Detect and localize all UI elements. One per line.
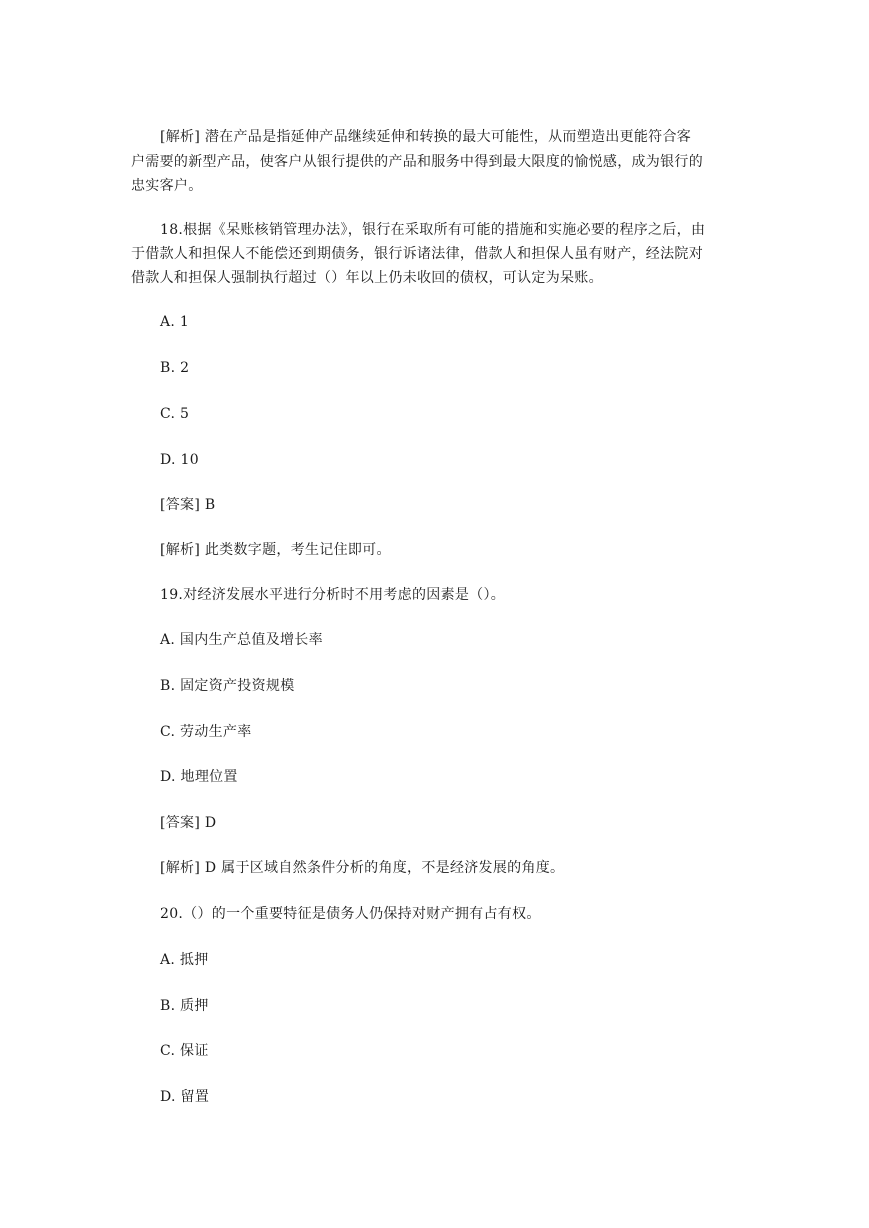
question-20-stem: 20.（）的一个重要特征是债务人仍保持对财产拥有占有权。 bbox=[160, 906, 541, 922]
question-19-stem: 19.对经济发展水平进行分析时不用考虑的因素是（）。 bbox=[160, 587, 506, 603]
question-18-option-d: D. 10 bbox=[160, 452, 199, 468]
question-20-option-c: C. 保证 bbox=[160, 1043, 209, 1059]
question-18-answer: [答案] B bbox=[160, 497, 216, 513]
question-19-option-d: D. 地理位置 bbox=[160, 769, 238, 785]
question-19-option-a: A. 国内生产总值及增长率 bbox=[160, 632, 323, 648]
analysis-17-line-3: 忠实客户。 bbox=[131, 178, 203, 194]
question-20-option-a: A. 抵押 bbox=[160, 952, 209, 968]
question-19-option-b: B. 固定资产投资规模 bbox=[160, 678, 295, 694]
question-18-option-a: A. 1 bbox=[160, 314, 190, 330]
question-19-option-c: C. 劳动生产率 bbox=[160, 724, 252, 740]
question-18-option-c: C. 5 bbox=[160, 406, 190, 422]
question-18-stem-line-1: 18.根据《呆账核销管理办法》，银行在采取所有可能的措施和实施必要的程序之后，由 bbox=[160, 222, 706, 238]
question-18-analysis: [解析] 此类数字题，考生记住即可。 bbox=[160, 542, 391, 558]
question-18-stem-line-2: 于借款人和担保人不能偿还到期债务，银行诉诸法律，借款人和担保人虽有财产，经法院对 bbox=[131, 246, 703, 262]
question-19-analysis: [解析] D 属于区域自然条件分析的角度，不是经济发展的角度。 bbox=[160, 860, 565, 876]
question-18-stem-line-3: 借款人和担保人强制执行超过（）年以上仍未收回的债权，可认定为呆账。 bbox=[131, 270, 603, 286]
question-20-option-b: B. 质押 bbox=[160, 998, 209, 1014]
question-20-option-d: D. 留置 bbox=[160, 1089, 210, 1105]
question-19-answer: [答案] D bbox=[160, 815, 217, 831]
question-18-option-b: B. 2 bbox=[160, 360, 190, 376]
analysis-17-line-1: [解析] 潜在产品是指延伸产品继续延伸和转换的最大可能性，从而塑造出更能符合客 bbox=[160, 129, 692, 145]
analysis-17-line-2: 户需要的新型产品，使客户从银行提供的产品和服务中得到最大限度的愉悦感，成为银行的 bbox=[131, 154, 703, 170]
